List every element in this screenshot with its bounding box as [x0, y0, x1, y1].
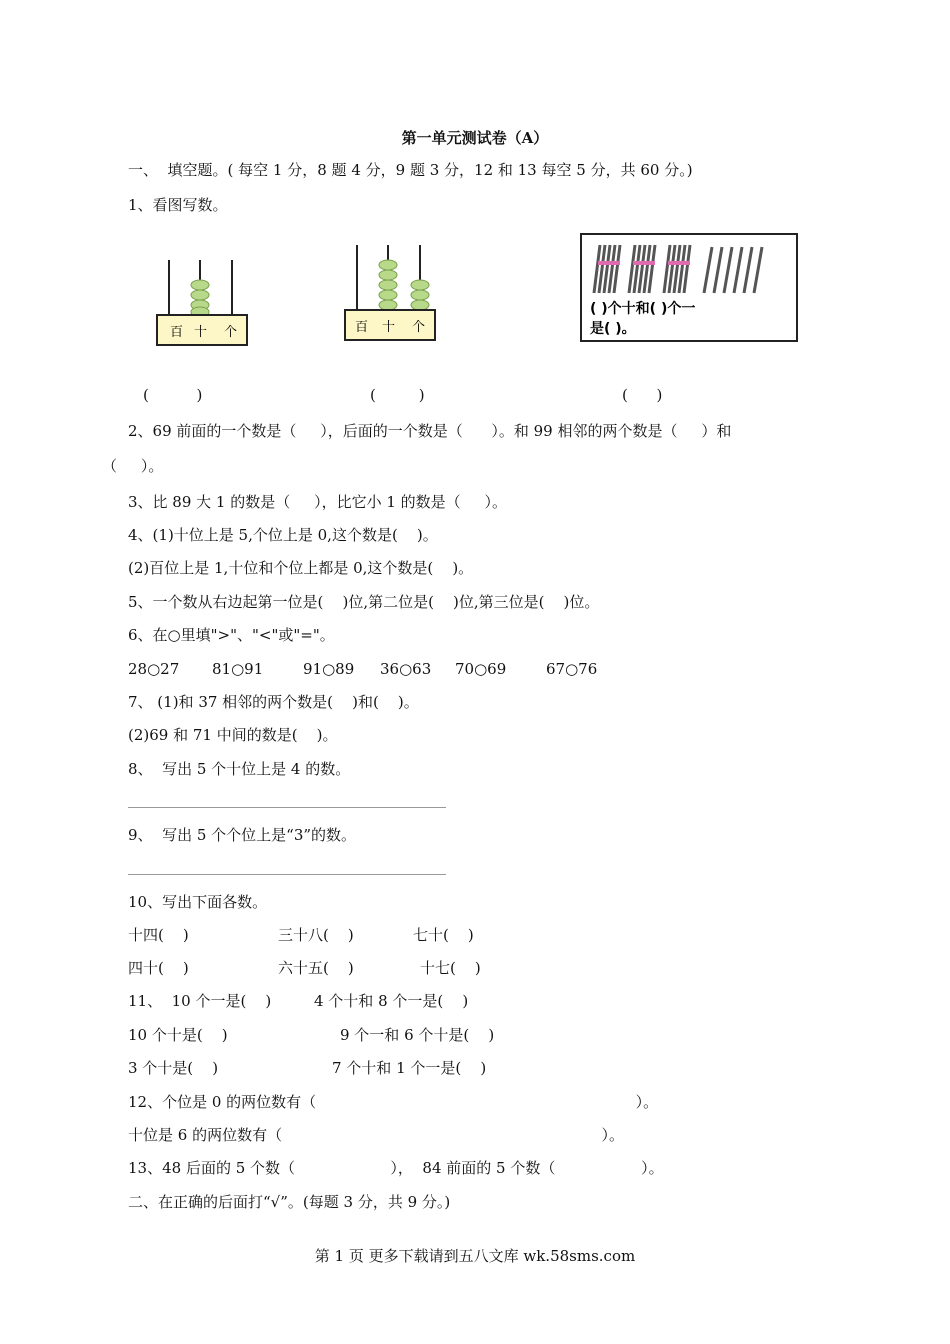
- question-7-part-2: (2)69 和 71 中间的数是( )。: [128, 726, 338, 744]
- page-title: 第一单元测试卷（A）: [401, 129, 549, 147]
- abacus-label: 百: [355, 320, 369, 335]
- question-8: 8、 写出 5 个十位上是 4 的数。: [128, 760, 351, 778]
- sticks-caption-line-1: ( )个十和( )个一: [590, 301, 696, 317]
- compare-item: 81○91: [212, 660, 264, 678]
- abacus-label: 十: [382, 320, 396, 335]
- abacus-picture-1: [152, 255, 252, 350]
- write-number-item: 十四( ): [128, 926, 189, 944]
- answer-line[interactable]: [128, 874, 446, 875]
- question-3: 3、比 89 大 1 的数是（ ），比它小 1 的数是（ ）。: [128, 493, 508, 511]
- question-2-line-2: （ ）。: [102, 457, 164, 475]
- question-13: 13、48 后面的 5 个数（ ）， 84 前面的 5 个数（ ）。: [128, 1159, 664, 1177]
- compare-item: 67○76: [546, 660, 598, 678]
- question-11-item: 9 个一和 6 个十是( ): [340, 1026, 495, 1044]
- section-2-heading: 二、在正确的后面打“√”。(每题 3 分，共 9 分。): [128, 1193, 451, 1211]
- question-4-part-2: (2)百位上是 1,十位和个位上都是 0,这个数是( )。: [128, 559, 474, 577]
- compare-item: 36○63: [380, 660, 432, 678]
- write-number-item: 三十八( ): [278, 926, 354, 944]
- question-11-item: 7 个十和 1 个一是( ): [332, 1059, 487, 1077]
- abacus-label: 个: [224, 325, 238, 340]
- question-4-part-1: 4、(1)十位上是 5,个位上是 0,这个数是( )。: [128, 526, 438, 544]
- question-9: 9、 写出 5 个个位上是“3”的数。: [128, 826, 357, 844]
- question-11-item: 10 个十是( ): [128, 1026, 228, 1044]
- abacus-picture-2: [340, 240, 440, 345]
- abacus-label: 十: [194, 325, 208, 340]
- write-number-item: 四十( ): [128, 959, 189, 977]
- question-10: 10、写出下面各数。: [128, 893, 268, 911]
- question-12-part-1: 12、个位是 0 的两位数有（ ）。: [128, 1093, 659, 1111]
- answer-blank[interactable]: ( ): [143, 386, 203, 404]
- answer-line[interactable]: [128, 807, 446, 808]
- write-number-item: 十七( ): [420, 959, 481, 977]
- sticks-picture: [580, 233, 798, 343]
- question-6: 6、在○里填">"、"<"或"="。: [128, 626, 335, 644]
- compare-item: 28○27: [128, 660, 180, 678]
- question-12-part-2: 十位是 6 的两位数有（ ）。: [128, 1126, 625, 1144]
- question-1: 1、看图写数。: [128, 196, 228, 214]
- compare-item: 91○89: [303, 660, 355, 678]
- question-2-line-1: 2、69 前面的一个数是（ ），后面的一个数是（ ）。和 99 相邻的两个数是（ ）和: [128, 422, 732, 440]
- abacus-label: 百: [170, 325, 184, 340]
- compare-item: 70○69: [455, 660, 507, 678]
- sticks-caption-line-2: 是( )。: [590, 321, 636, 337]
- question-11-item: 4 个十和 8 个一是( ): [314, 992, 469, 1010]
- write-number-item: 六十五( ): [278, 959, 354, 977]
- question-7-part-1: 7、 (1)和 37 相邻的两个数是( )和( )。: [128, 693, 419, 711]
- abacus-label: 个: [412, 320, 426, 335]
- section-1-heading: 一、 填空题。( 每空 1 分，8 题 4 分，9 题 3 分，12 和 13 每空 5 分，共 60 分。): [128, 161, 693, 179]
- question-11-item: 3 个十是( ): [128, 1059, 219, 1077]
- answer-blank[interactable]: ( ): [370, 386, 425, 404]
- question-5: 5、一个数从右边起第一位是( )位,第二位是( )位,第三位是( )位。: [128, 593, 600, 611]
- question-11-item: 11、 10 个一是( ): [128, 992, 272, 1010]
- write-number-item: 七十( ): [413, 926, 474, 944]
- answer-blank[interactable]: ( ): [622, 386, 663, 404]
- page-footer: 第 1 页 更多下载请到五八文库 wk.58sms.com: [314, 1247, 636, 1265]
